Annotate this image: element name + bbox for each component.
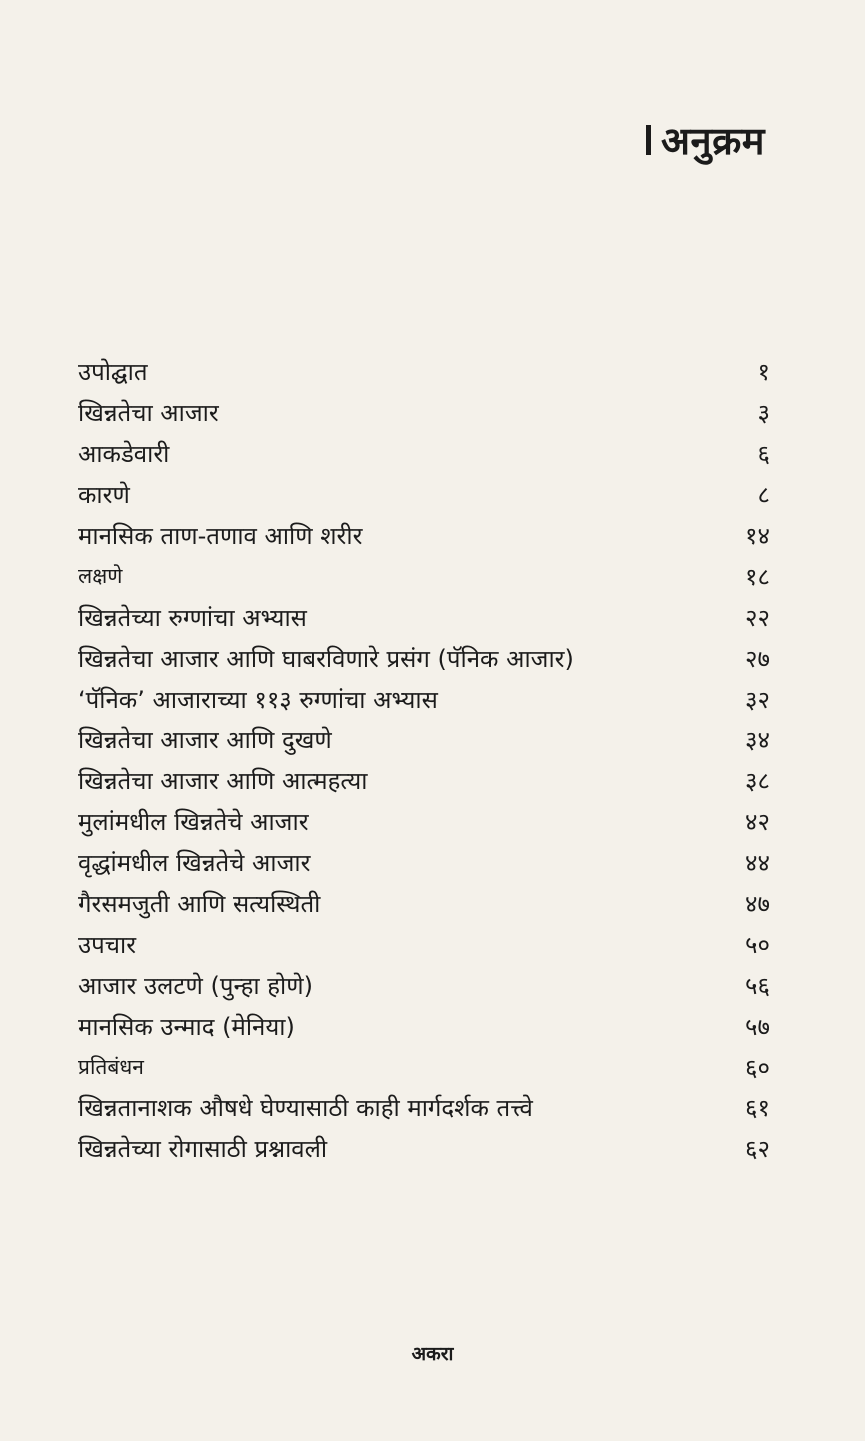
- toc-entry: [78, 924, 770, 965]
- toc-entry-title: प्रतिबंधन: [78, 1055, 144, 1080]
- toc-entry: [78, 434, 770, 475]
- toc-entry: [78, 1006, 770, 1047]
- toc-entry: [78, 843, 770, 884]
- toc-entry-title: गैरसमजुती आणि सत्यस्थिती: [78, 890, 321, 919]
- toc-entry: [78, 761, 770, 802]
- toc-entry-title: खिन्नतेचा आजार आणि आत्महत्या: [78, 767, 368, 796]
- toc-entry-title: उपचार: [78, 930, 137, 959]
- toc-entry-page: ३४: [745, 726, 770, 755]
- toc-entry: [78, 884, 770, 925]
- toc-entry-title: खिन्नतानाशक औषधे घेण्यासाठी काही मार्गदर्शक तत्त्वे: [78, 1094, 533, 1123]
- toc-entry: [78, 475, 770, 516]
- toc-entry-page: ६२: [745, 1135, 770, 1164]
- toc-entry: [78, 679, 770, 720]
- toc-entry-page: १८: [745, 562, 770, 591]
- toc-entry-page: ८: [757, 481, 770, 510]
- toc-entry: [78, 352, 770, 393]
- toc-entry-page: ६०: [745, 1053, 770, 1082]
- toc-entry: [78, 1129, 770, 1170]
- toc-entry: [78, 1088, 770, 1129]
- toc-entry-title: मुलांमधील खिन्नतेचे आजार: [78, 808, 309, 837]
- toc-entry: [78, 802, 770, 843]
- toc-entry: [78, 556, 770, 597]
- toc-entry-page: ४२: [745, 808, 770, 837]
- page-footer-number: अकरा: [411, 1343, 454, 1365]
- toc-entry: [78, 720, 770, 761]
- toc-entry-title: आकडेवारी: [78, 440, 170, 469]
- toc-entry-title: खिन्नतेचा आजार आणि घाबरविणारे प्रसंग (पॅनिक आजार): [78, 644, 574, 673]
- toc-entry-title: मानसिक ताण-तणाव आणि शरीर: [78, 522, 363, 550]
- toc-entry-title: आजार उलटणे (पुन्हा होणे): [78, 971, 313, 1000]
- toc-entry: [78, 1047, 770, 1088]
- toc-entry-page: ६१: [745, 1094, 770, 1123]
- toc-entry: [78, 393, 770, 434]
- toc-entry-page: ४४: [745, 849, 770, 878]
- toc-entry-page: ३: [757, 399, 770, 428]
- heading-bar: [646, 125, 651, 155]
- toc-entry-title: वृद्धांमधील खिन्नतेचे आजार: [78, 849, 311, 878]
- toc-entry-page: ३८: [745, 767, 770, 796]
- contents-heading: [646, 114, 765, 166]
- toc-entry-title: कारणे: [78, 481, 130, 510]
- toc-entry-page: ४७: [745, 890, 770, 919]
- toc-entry: [78, 597, 770, 638]
- toc-entry-title: खिन्नतेचा आजार: [78, 399, 219, 428]
- toc-entry-page: ६: [757, 440, 770, 469]
- toc-entry-page: १: [757, 358, 770, 387]
- toc-entry-page: २७: [745, 644, 770, 673]
- toc-entry-page: ३२: [745, 685, 770, 714]
- toc-entry-page: ५६: [745, 971, 770, 1000]
- toc-entry-title: खिन्नतेच्या रुग्णांचा अभ्यास: [78, 603, 307, 632]
- toc-entry-page: ५७: [745, 1012, 770, 1041]
- toc-entry-title: मानसिक उन्माद (मेनिया): [78, 1012, 295, 1041]
- contents-title: अनुक्रम: [660, 119, 765, 163]
- toc-entry: [78, 965, 770, 1006]
- toc-entry-title: लक्षणे: [78, 564, 123, 589]
- toc-entry: [78, 638, 770, 679]
- toc-entry-title: खिन्नतेच्या रोगासाठी प्रश्नावली: [78, 1135, 328, 1164]
- table-of-contents: [78, 352, 770, 1170]
- toc-entry-title: ‘पॅनिक’ आजाराच्या ११३ रुग्णांचा अभ्यास: [78, 685, 438, 714]
- toc-entry-page: ५०: [745, 930, 770, 959]
- toc-entry: [78, 516, 770, 557]
- toc-entry-title: खिन्नतेचा आजार आणि दुखणे: [78, 726, 332, 755]
- toc-entry-title: उपोद्घात: [78, 358, 148, 387]
- toc-entry-page: १४: [745, 522, 770, 550]
- toc-entry-page: २२: [745, 603, 770, 632]
